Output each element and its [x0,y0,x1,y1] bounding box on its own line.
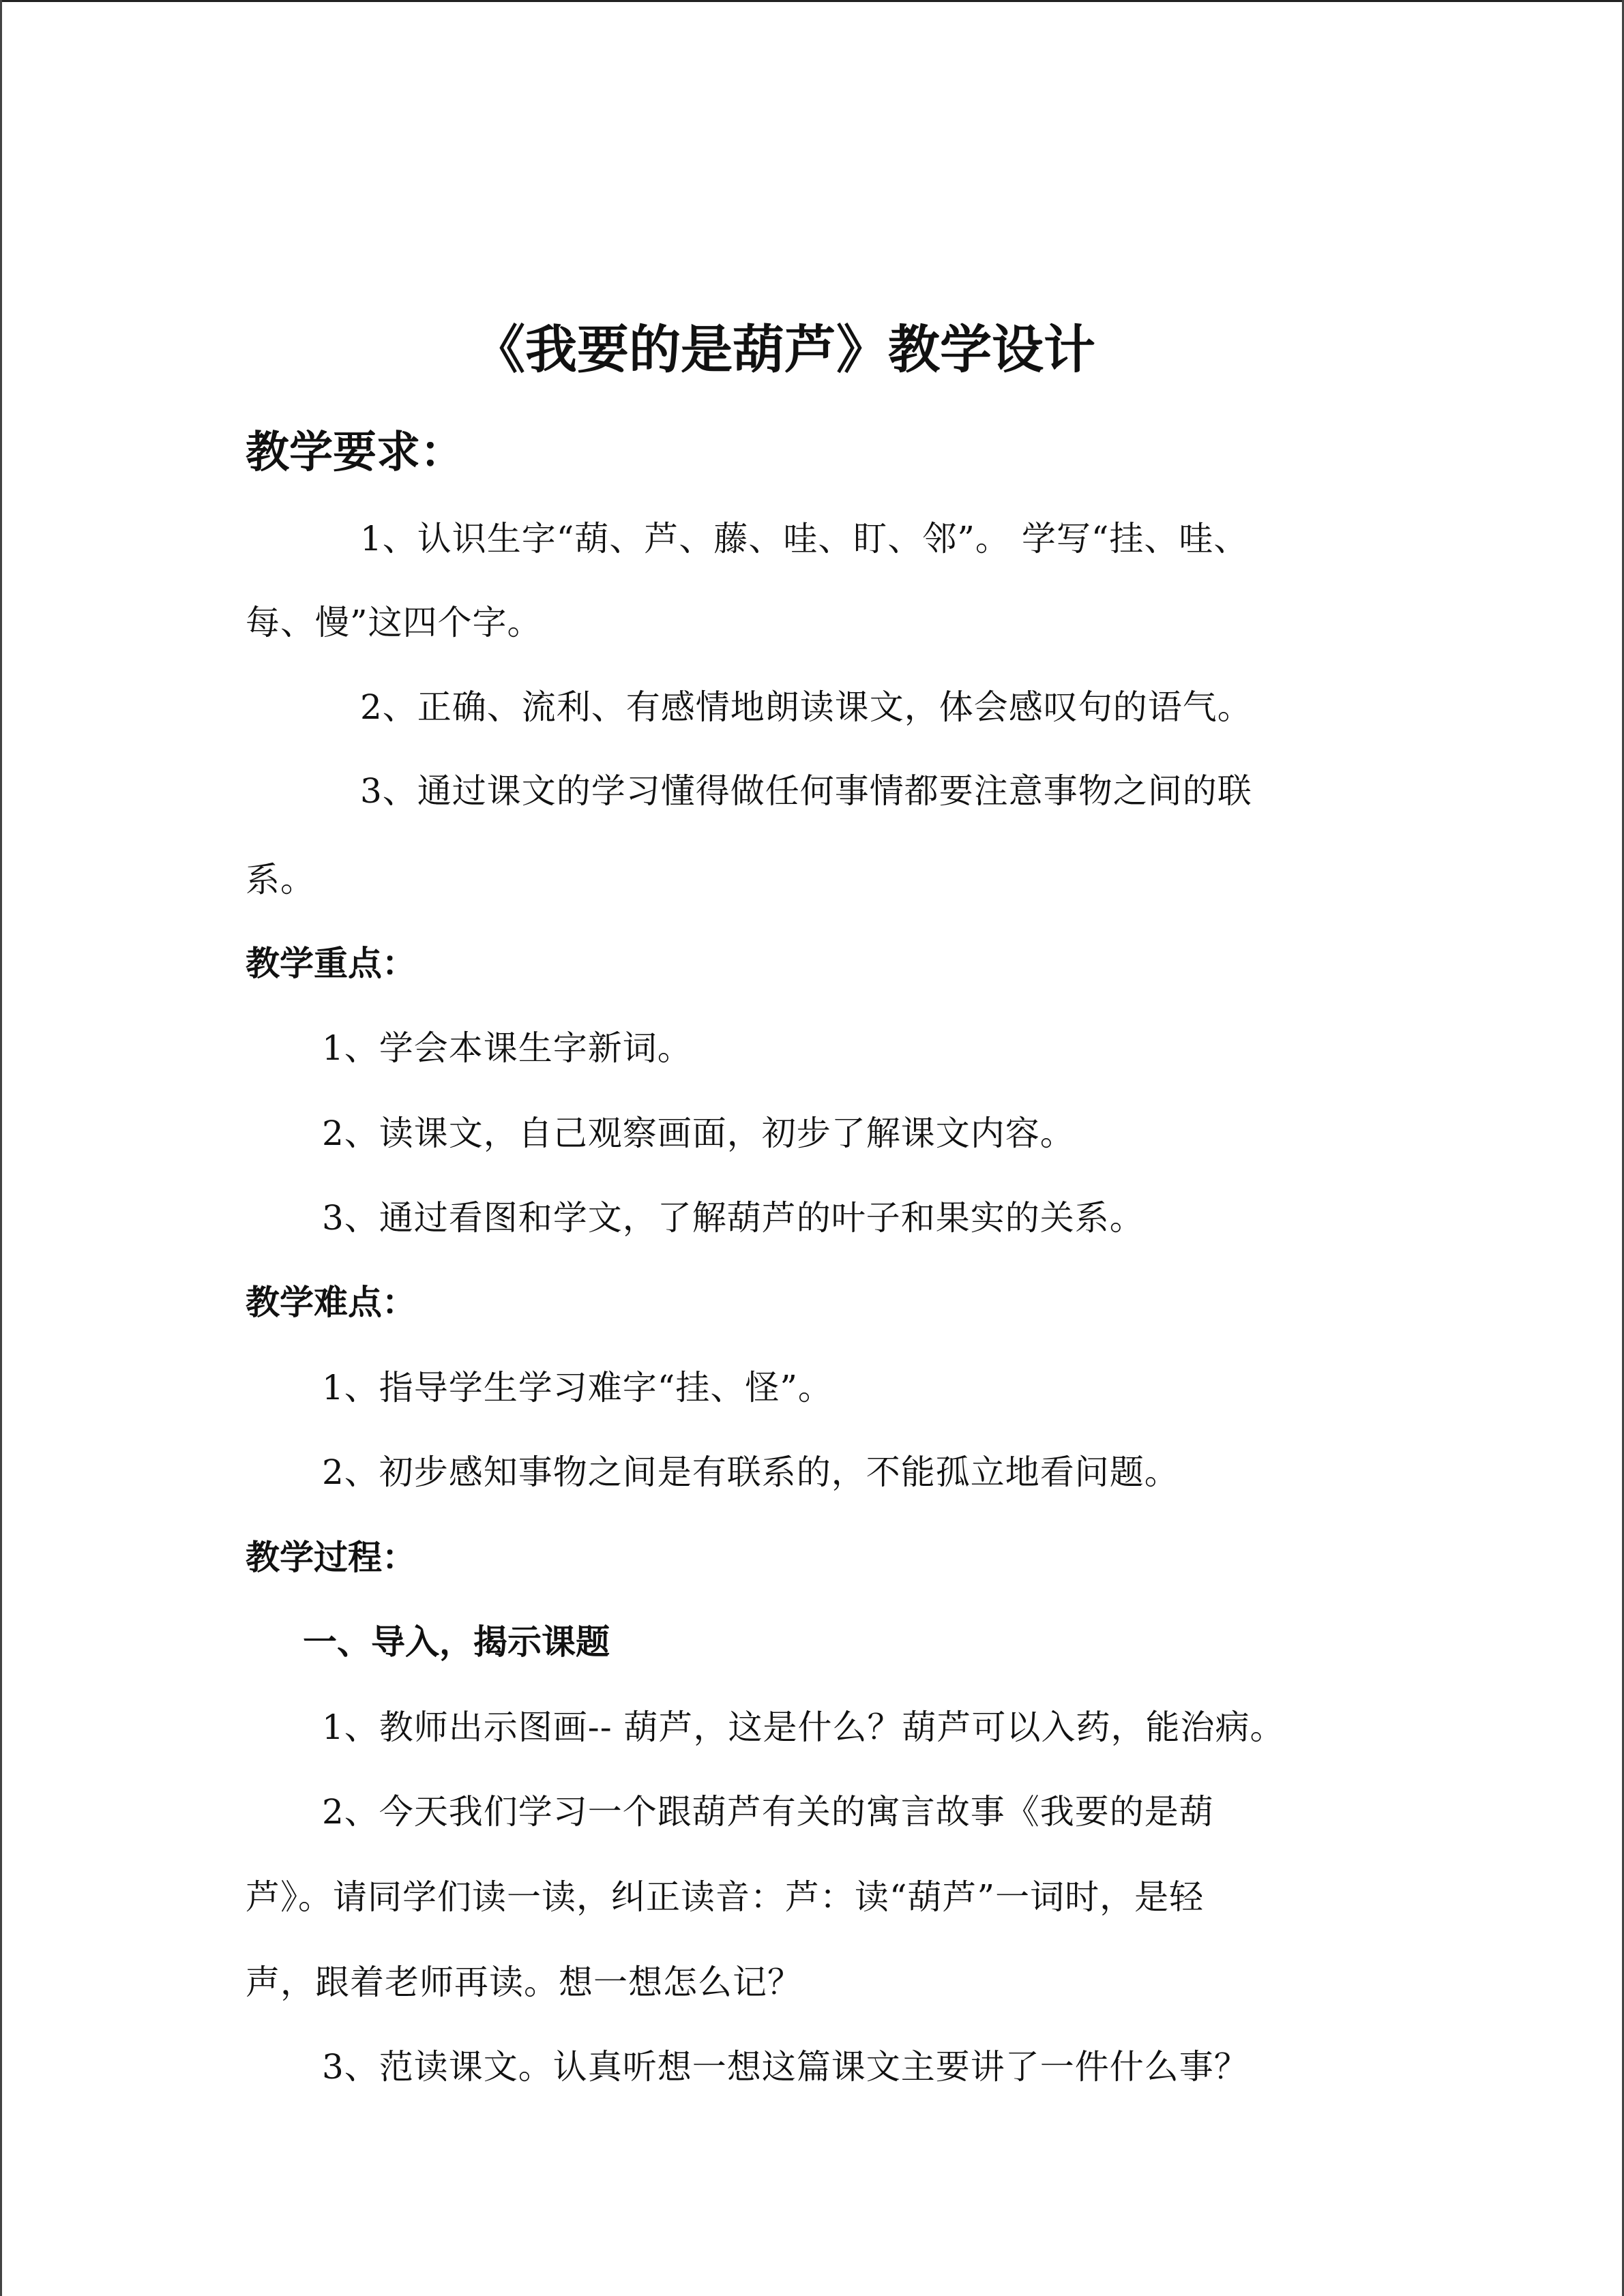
requirement-line-1: 1、认识生字“葫、芦、藤、哇、盯、邻”。 学写“挂、哇、 [360,519,1249,558]
difficulty-line-2: 2、初步感知事物之间是有联系的，不能孤立地看问题。 [322,1452,1179,1492]
process-line-3: 芦》。请同学们读一读，纠正读音：芦：读“葫芦”一词时，是轻 [246,1877,1205,1917]
process-line-4: 声，跟着老师再读。想一想怎么记？ [246,1963,802,2002]
process-line-2: 2、今天我们学习一个跟葫芦有关的寓言故事《我要的是葫 [322,1792,1214,1832]
heading-requirements: 教学要求： [246,428,464,478]
requirement-line-2: 每、慢”这四个字。 [246,603,542,642]
requirement-line-5: 系。 [246,860,315,899]
heading-process: 教学过程： [246,1538,416,1577]
requirement-line-4: 3、通过课文的学习懂得做任何事情都要注意事物之间的联 [360,771,1252,811]
heading-key-points: 教学重点： [246,944,416,983]
key-point-line-1: 1、学会本课生字新词。 [322,1028,692,1068]
difficulty-line-1: 1、指导学生学习难字“挂、怪”。 [322,1368,833,1407]
key-point-line-2: 2、读课文，自己观察画面，初步了解课文内容。 [322,1114,1075,1153]
document-title: 《我要的是葫芦》教学设计 [473,319,1095,380]
requirement-line-3: 2、正确、流利、有感情地朗读课文，体会感叹句的语气。 [360,687,1252,727]
page-border-top [0,0,1624,2]
section-1-heading: 一、导入，揭示课题 [303,1622,610,1662]
process-line-1: 1、教师出示图画-- 葫芦，这是什么？葫芦可以入药，能治病。 [322,1708,1285,1747]
process-line-5: 3、范读课文。认真听想一想这篇课文主要讲了一件什么事？ [322,2047,1249,2087]
heading-difficulties: 教学难点： [246,1283,416,1322]
key-point-line-3: 3、通过看图和学文，了解葫芦的叶子和果实的关系。 [322,1198,1145,1238]
